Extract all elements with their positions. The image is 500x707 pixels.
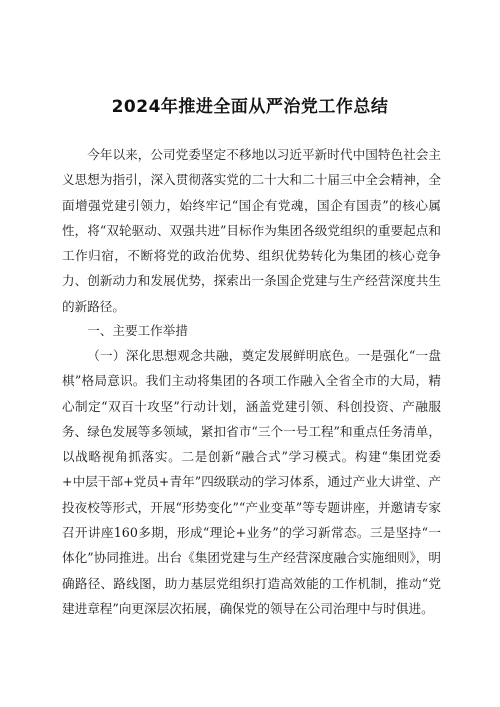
section-heading: 一、主要工作举措 [87,323,188,338]
section1-paragraph: （一）深化思想观念共融，奠定发展鲜明底色。一是强化“一盘棋”格局意识。我们主动将集团的各项工作融入全省全市的大局，精心制定“双百十攻坚”行动计划，涵盖党建引领、科创投资、产融服务、绿色发展等多领域，紧扣省市“三个一号工程”和重点任务清单，以战略视角抓落实。二是创新“融合式”学习模式。构建“集团党委+中层干部+党员+青年”四级联动的学习体系，通过产业大讲堂、产投夜校等形式，开展“形势变化”“产业变革”等专题讲座，并邀请专家召开讲座160多期，形成“理论+业务”的学习新常态。三是坚持“一体化”协同推进。出台《集团党建与生产经营深度融合实施细则》，明确路径、路线图，助力基层党组织打造高效能的工作机制，推动“党建进章程”向更深层次拓展，确保党的领导在公司治理中与时俱进。 [62,348,441,616]
document-title: 2024年推进全面从严治党工作总结 [111,97,389,117]
intro-paragraph: 今年以来，公司党委坚定不移地以习近平新时代中国特色社会主义思想为指引，深入贯彻落实党的二十大和二十届三中全会精神，全面增强党建引领力，始终牢记“国企有党魂，国企有国责”的核心属性，将“双轮驱动、双强共进”目标作为集团各级党组织的重要起点和工作归宿，不断将党的政治优势、组织优势转化为集团的核心竞争力、创新动力和发展优势，探索出一条国企党建与生产经营深度共生的新路径。 [62,147,441,314]
